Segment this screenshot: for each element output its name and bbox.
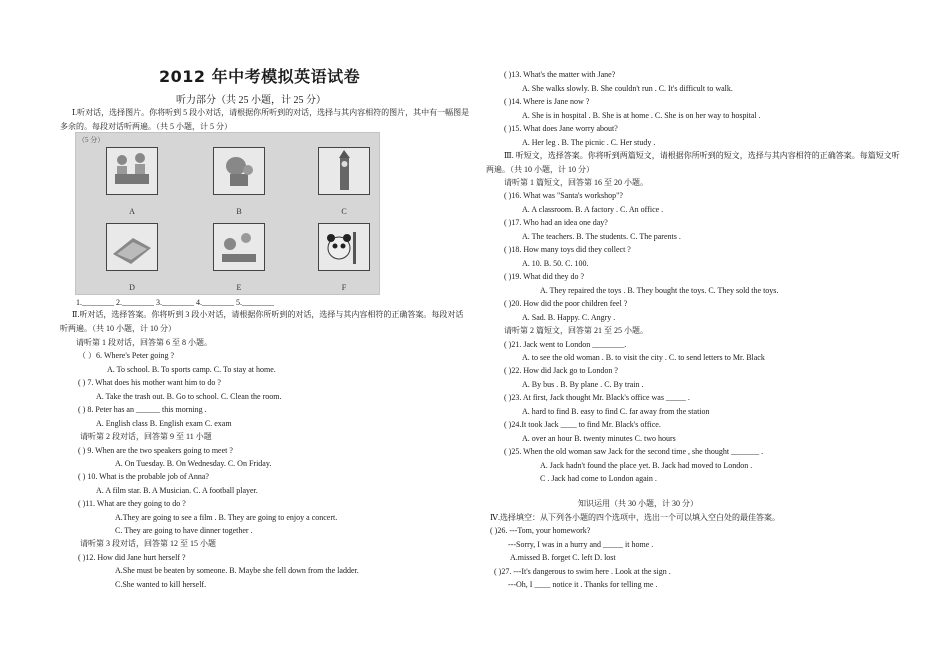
options-25c: C . Jack had come to London again . [540,474,657,483]
clock-tower-icon [319,148,369,193]
part2-title: 知识运用（共 30 小题，计 30 分） [578,499,698,508]
listening-subtitle: 听力部分（共 25 小题，计 25 分） [176,95,326,106]
question-23: ( )23. At first, Jack thought Mr. Black's office was _____ . [504,393,690,402]
options-6: A. To school. B. To sports camp. C. To stay at home. [107,365,276,374]
question-13: ( )13. What's the matter with Jane? [504,70,616,79]
question-24: ( )24.It took Jack ____ to find Mr. Black's office. [504,420,661,429]
question-17: ( )17. Who had an idea one day? [504,218,608,227]
dialogue1-note: 请听第 1 段对话，回答第 6 至 8 小题。 [76,338,212,347]
options-9: A. On Tuesday. B. On Wednesday. C. On Friday. [115,459,272,468]
options-19: A. They repaired the toys . B. They bought the toys. C. They sold the toys. [540,286,779,295]
question-14: ( )14. Where is Jane now ? [504,97,590,106]
section3-instructions: Ⅲ. 听短文，选择答案。你将听到两篇短文，请根据你所听到的短文，选择与其内容相符的正确答案。每篇短文听两遍。（共 10 小题，计 10 分） [486,151,900,174]
animals-icon [214,224,264,269]
options-11a: A.They are going to see a film . B. They are going to enjoy a concert. [115,513,338,522]
question-20: ( )20. How did the poor children feel ? [504,299,628,308]
question-22: ( )22. How did Jack go to London ? [504,366,618,375]
question-12: ( )12. How did Jane hurt herself ? [78,553,186,562]
answer-blanks: 1.________ 2.________ 3.________ 4.________ 5.________ [76,298,274,307]
question-10: ( ) 10. What is the probable job of Anna? [78,472,209,481]
picture-tag: （5 分） [78,136,105,144]
section1-instructions: Ⅰ.听对话，选择图片。你将听到 5 段小对话，请根据你所听到的对话，选择与其内容相符的图片，其中有一幅图是多余的。每段对话听两遍。（共 5 小题，计 5 分） [60,108,470,131]
book-icon [107,224,157,269]
question-26-reply: ---Sorry, I was in a hurry and _____ it home . [508,540,654,549]
options-16: A. A classroom. B. A factory . C. An office . [522,205,664,214]
options-15: A. Her leg . B. The picnic . C. Her study . [522,138,656,147]
question-27: ( )27. ---It's dangerous to swim here . Look at the sign . [494,567,671,576]
dialogue3-note: 请听第 3 段对话，回答第 12 至 15 小题 [80,539,216,548]
robot-toy-icon [214,148,264,193]
options-20: A. Sad. B. Happy. C. Angry . [522,313,616,322]
question-25: ( )25. When the old woman saw Jack for the second time , she thought _______ . [504,447,764,456]
options-21: A. to see the old woman . B. to visit the city . C. to send letters to Mr. Black [522,353,765,362]
options-18: A. 10. B. 50. C. 100. [522,259,589,268]
options-7: A. Take the trash out. B. Go to school. C. Clean the room. [96,392,282,401]
panda-icon [319,224,369,269]
picture-label-a: A [129,207,135,216]
picture-a [106,147,158,195]
picture-label-e: E [236,283,242,292]
options-25a: A. Jack hadn't found the place yet. B. Jack had moved to London . [540,461,753,470]
options-11c: C. They are going to have dinner together . [115,526,253,535]
picture-b [213,147,265,195]
page-title: 2012 年中考模拟英语试卷 [159,67,361,86]
picture-label-b: B [236,207,242,216]
section4-instructions: Ⅳ.选择填空：从下列各小题的四个选项中，选出一个可以填入空白处的最佳答案。 [490,513,780,522]
options-24: A. over an hour B. twenty minutes C. two hours [522,434,676,443]
question-11: ( )11. What are they going to do ? [78,499,186,508]
question-8: ( ) 8. Peter has an ______ this morning . [78,405,207,414]
question-9: ( ) 9. When are the two speakers going to meet ? [78,446,233,455]
options-26: A.missed B. forget C. left D. lost [510,553,616,562]
options-17: A. The teachers. B. The students. C. The parents . [522,232,681,241]
family-dinner-icon [107,148,157,193]
question-18: ( )18. How many toys did they collect ? [504,245,631,254]
picture-e [213,223,265,271]
question-19: ( )19. What did they do ? [504,272,585,281]
question-27-reply: ---Oh, I ____ notice it . Thanks for telling me . [508,580,658,589]
picture-c [318,147,370,195]
dialogue2-note: 请听第 2 段对话，回答第 9 至 11 小题 [80,432,212,441]
picture-label-f: F [341,283,347,292]
section2-instructions: Ⅱ.听对话，选择答案。你将听到 3 段小对话，请根据你所听到的对话，选择与其内容相符的正确答案。每段对话听两遍。（共 10 小题，计 10 分） [60,310,464,333]
options-8: A. English class B. English exam C. exam [96,419,232,428]
question-7: ( ) 7. What does his mother want him to do ? [78,378,221,387]
picture-label-c: C [341,207,347,216]
question-16: ( )16. What was "Santa's workshop"? [504,191,623,200]
picture-f [318,223,370,271]
picture-panel [75,132,380,295]
options-13: A. She walks slowly. B. She couldn't run . C. It's difficult to walk. [522,84,733,93]
options-12a: A.She must be beaten by someone. B. Maybe she fell down from the ladder. [115,566,359,575]
options-10: A. A film star. B. A Musician. C. A football player. [96,486,258,495]
options-22: A. By bus . B. By plane . C. By train . [522,380,644,389]
passage1-note: 请听第 1 篇短文，回答第 16 至 20 小题。 [504,178,648,187]
picture-d [106,223,158,271]
question-26: ( )26. ---Tom, your homework? [490,526,591,535]
options-14: A. She is in hospital . B. She is at home . C. She is on her way to hospital . [522,111,761,120]
options-23: A. hard to find B. easy to find C. far away from the station [522,407,710,416]
options-12c: C.She wanted to kill herself. [115,580,207,589]
passage2-note: 请听第 2 篇短文，回答第 21 至 25 小题。 [504,326,648,335]
question-6: （ ）6. Where's Peter going ? [78,351,175,360]
picture-label-d: D [129,283,135,292]
question-21: ( )21. Jack went to London ________. [504,340,627,349]
question-15: ( )15. What does Jane worry about? [504,124,618,133]
